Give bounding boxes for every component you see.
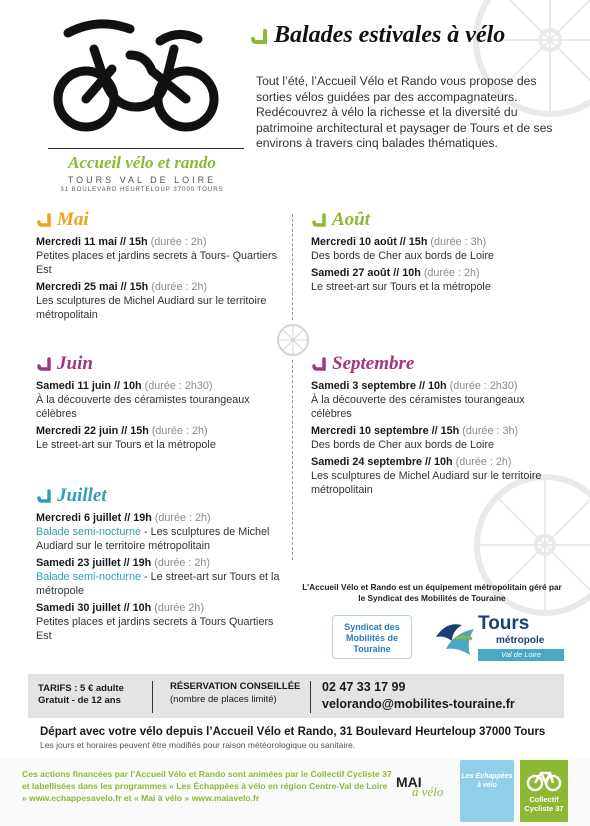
tours-metropole-bar: Val de Loire <box>478 649 564 661</box>
event-description-text: - Le street-art sur Tours et la métropole <box>36 571 280 597</box>
band-separator <box>310 681 311 713</box>
event-duration: (durée : 2h) <box>423 267 480 279</box>
event-description-text: Le street-art sur Tours et la métropole <box>36 439 216 451</box>
hook-icon <box>36 489 52 503</box>
event-date-text: Mercredi 10 août // 15h <box>311 236 428 248</box>
event-date-text: Mercredi 25 mai // 15h <box>36 281 149 293</box>
reservation <box>170 681 300 706</box>
contact <box>322 679 515 713</box>
tours-metropole-emblem-icon <box>432 615 478 661</box>
event-description <box>311 393 561 421</box>
event-date-text: Mercredi 11 mai // 15h <box>36 236 148 248</box>
event-date <box>36 379 286 393</box>
echappees-logo: Les Échappées à vélo <box>460 760 514 822</box>
event-duration: (durée : 2h) <box>154 512 211 524</box>
month-title <box>36 484 290 508</box>
event-description <box>311 469 561 497</box>
event-date-text: Samedi 30 juillet // 10h <box>36 602 152 614</box>
event-duration: (durée : 3h) <box>462 425 519 437</box>
hook-icon <box>311 213 327 227</box>
event-description-text: Le street-art sur Tours et la métropole <box>311 281 491 293</box>
event-duration: (durée : 2h30) <box>144 380 213 392</box>
event-duration: (durée 2h) <box>154 602 205 614</box>
tarif-adult: TARIFS : 5 € adulte <box>38 683 124 694</box>
event-tag: Balade semi-nocturne <box>36 571 142 583</box>
event-date <box>36 424 286 438</box>
hook-icon <box>36 357 52 371</box>
event-date <box>36 511 290 525</box>
mai-a-velo-logo <box>396 774 444 804</box>
month-title <box>36 208 286 232</box>
hook-icon <box>36 213 52 227</box>
event-date-text: Samedi 11 juin // 10h <box>36 380 142 392</box>
reservation-title: RÉSERVATION CONSEILLÉE <box>170 681 301 692</box>
bicycle-icon <box>48 15 224 143</box>
event-description <box>36 294 286 322</box>
event-date-text: Samedi 23 juillet // 19h <box>36 557 152 569</box>
event-description <box>36 438 286 452</box>
event-duration: (durée : 2h) <box>151 425 208 437</box>
month-block-juillet <box>36 484 290 643</box>
event-description-text: Des bords de Cher aux bords de Loire <box>311 439 495 451</box>
event-description <box>36 249 286 277</box>
hook-icon <box>311 357 327 371</box>
event-description-text: Petites places et jardins secrets à Tours Quartiers Est <box>36 616 274 642</box>
event-date <box>36 235 286 249</box>
event-date <box>36 556 290 570</box>
event-description-text: - Les sculptures de Michel Audiard sur le territoire métropolitain <box>36 526 270 552</box>
tours-metropole-name: Tours <box>478 613 530 634</box>
month-name: Juillet <box>57 485 107 506</box>
departure-note: Les jours et horaires peuvent être modifiés pour raison météorologique ou sanitaire. <box>40 740 356 750</box>
phone-number[interactable]: 02 47 33 17 99 <box>322 680 406 694</box>
month-block-mai <box>36 208 286 322</box>
event-tag: Balade semi-nocturne <box>36 526 142 538</box>
event-description-text: À la découverte des céramistes tourangeaux célèbres <box>311 394 525 420</box>
band-separator <box>152 681 153 713</box>
month-block-aout <box>311 208 561 294</box>
event-date <box>311 379 561 393</box>
event-description-text: Des bords de Cher aux bords de Loire <box>311 250 495 262</box>
event-description <box>311 280 561 294</box>
event-date <box>311 266 561 280</box>
event-date-text: Samedi 27 août // 10h <box>311 267 421 279</box>
tours-metropole-logo <box>432 613 564 663</box>
event-description <box>36 570 290 598</box>
event-description <box>36 525 290 553</box>
event-date <box>36 601 290 615</box>
month-title <box>311 352 561 376</box>
event-duration: (durée : 2h) <box>154 557 211 569</box>
month-title <box>36 352 286 376</box>
event-description <box>311 249 561 263</box>
departure-info: Départ avec votre vélo depuis l’Accueil Vélo et Rando, 31 Boulevard Heurteloup 37000 Tours <box>40 726 546 738</box>
event-date-text: Samedi 24 septembre // 10h <box>311 456 453 468</box>
event-description-text: Les sculptures de Michel Audiard sur le territoire métropolitain <box>36 295 267 321</box>
partner-note: L’Accueil Vélo et Rando est un équipement métropolitain géré par le Syndicat des Mobilités de Touraine <box>302 582 562 603</box>
event-duration: (durée : 3h) <box>430 236 487 248</box>
month-name: Août <box>332 209 371 230</box>
logo-name: Accueil vélo et rando <box>68 153 216 172</box>
info-band <box>28 674 564 718</box>
tarifs <box>38 683 124 707</box>
column-divider-top <box>292 214 293 320</box>
mai-text: MAI <box>396 774 422 790</box>
bicycle-small-icon <box>526 765 562 793</box>
syndicat-mobilites-logo: Syndicat des Mobilités de Touraine <box>332 615 412 659</box>
event-description <box>311 438 561 452</box>
logo-address: 31 BOULEVARD HEURTELOUP 37000 TOURS <box>60 187 224 193</box>
month-block-juin <box>36 352 286 452</box>
event-description-text: À la découverte des céramistes tourangeaux célèbres <box>36 394 250 420</box>
page-title-text: Balades estivales à vélo <box>274 22 506 48</box>
event-duration: (durée : 2h) <box>455 456 512 468</box>
event-date-text: Samedi 3 septembre // 10h <box>311 380 447 392</box>
tours-metropole-sub: métropole <box>496 635 545 646</box>
month-name: Mai <box>57 209 89 230</box>
hook-icon <box>250 28 268 44</box>
collectif-cycliste-logo <box>520 760 568 822</box>
month-title <box>311 208 561 232</box>
event-date-text: Mercredi 22 juin // 15h <box>36 425 149 437</box>
event-description <box>36 615 290 643</box>
event-description-text: Petites places et jardins secrets à Tours- Quartiers Est <box>36 250 278 276</box>
event-date-text: Mercredi 6 juillet // 19h <box>36 512 152 524</box>
event-duration: (durée : 2h30) <box>449 380 518 392</box>
event-date <box>311 455 561 469</box>
event-duration: (durée : 2h) <box>150 236 207 248</box>
event-date <box>36 280 286 294</box>
logo-subtitle: TOURS VAL DE LOIRE <box>67 175 217 185</box>
event-duration: (durée : 2h) <box>151 281 208 293</box>
month-name: Septembre <box>332 353 415 374</box>
event-date <box>311 424 561 438</box>
accueil-velo-logo <box>38 10 228 193</box>
velo-text: à vélo <box>412 784 444 799</box>
month-block-septembre <box>311 352 561 497</box>
intro-paragraph: Tout l’été, l’Accueil Vélo et Rando vous propose des sorties vélos guidées par des accompagnateurs. Redécouvrez à vélo la richesse et la diversité du patrimoine architectural et paysager de Tours et de ses environs à travers cinq balades thématiques. <box>256 74 553 150</box>
column-divider-bottom <box>292 360 293 560</box>
collectif-label: Collectif Cycliste 37 <box>524 795 564 813</box>
event-date-text: Mercredi 10 septembre // 15h <box>311 425 460 437</box>
reservation-note: (nombre de places limité) <box>170 693 277 705</box>
tarif-child: Gratuit - de 12 ans <box>38 695 121 706</box>
month-name: Juin <box>57 353 93 374</box>
page-title <box>250 22 505 49</box>
logo-divider <box>48 148 244 149</box>
event-description-text: Les sculptures de Michel Audiard sur le territoire métropolitain <box>311 470 542 496</box>
event-description <box>36 393 286 421</box>
event-date <box>311 235 561 249</box>
footer-text: Ces actions financées par l’Accueil Vélo et Rando sont animées par le Collectif Cycliste 37 et labellisées dans les programmes « Les Échappées à vélo en région Centre-Val de Loire » www.echappesavelo.fr et « Mai à vélo » www.maiavelo.fr <box>22 769 392 803</box>
email-address[interactable]: velorando@mobilites-touraine.fr <box>322 697 515 711</box>
